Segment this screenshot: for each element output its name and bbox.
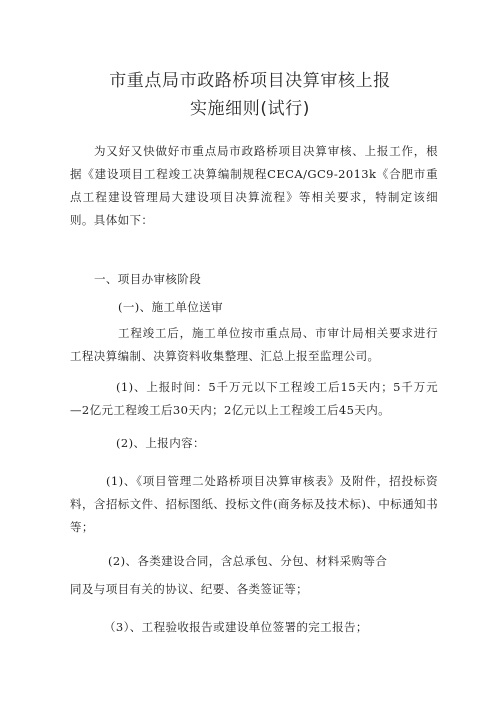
content-item-2-line-2: 同及与项目有关的协议、纪要、各类签证等； [70,582,308,596]
section-1-heading: 一、项目办审核阶段 [94,272,202,286]
subsection-1-paragraph: 工程竣工后，施工单位按市重点局、市审计局相关要求进行工程决算编制、决算资料收集整理、汇总上报至监理公司。 [70,326,438,363]
subsection-1-heading: (一)、施工单位送审 [118,300,223,314]
content-item-3: （3）、工程验收报告或建设单位签署的完工报告； [104,620,368,634]
intro-paragraph: 为又好又快做好市重点局市政路桥项目决算审核、上报工作，根据《建设项目工程竣工决算编制规程CECA/GC9-2013k《合肥市重点工程建设管理局大建设项目决算流程》等相关要求，特制定该细则。具体如下： [70,144,438,227]
document-title-line-1: 市重点局市政路桥项目决算审核上报 [109,71,391,91]
document-title-line-2: 实施细则(试行) [189,99,311,119]
submission-content-heading: (2)、上报内容： [116,436,205,450]
content-item-2-line-1: (2)、各类建设合同，含总承包、分包、材料采购等合 [108,554,388,568]
content-item-1: (1)、《项目管理二处路桥项目决算审核表》及附件，招投标资料，含招标文件、招标图纸、投标文件(商务标及技术标)、中标通知书等； [70,474,438,534]
submission-time-paragraph: (1)、上报时间：5千万元以下工程竣工后15天内；5千万元—2亿元工程竣工后30天内；2亿元以上工程竣工后45天内。 [70,380,438,417]
